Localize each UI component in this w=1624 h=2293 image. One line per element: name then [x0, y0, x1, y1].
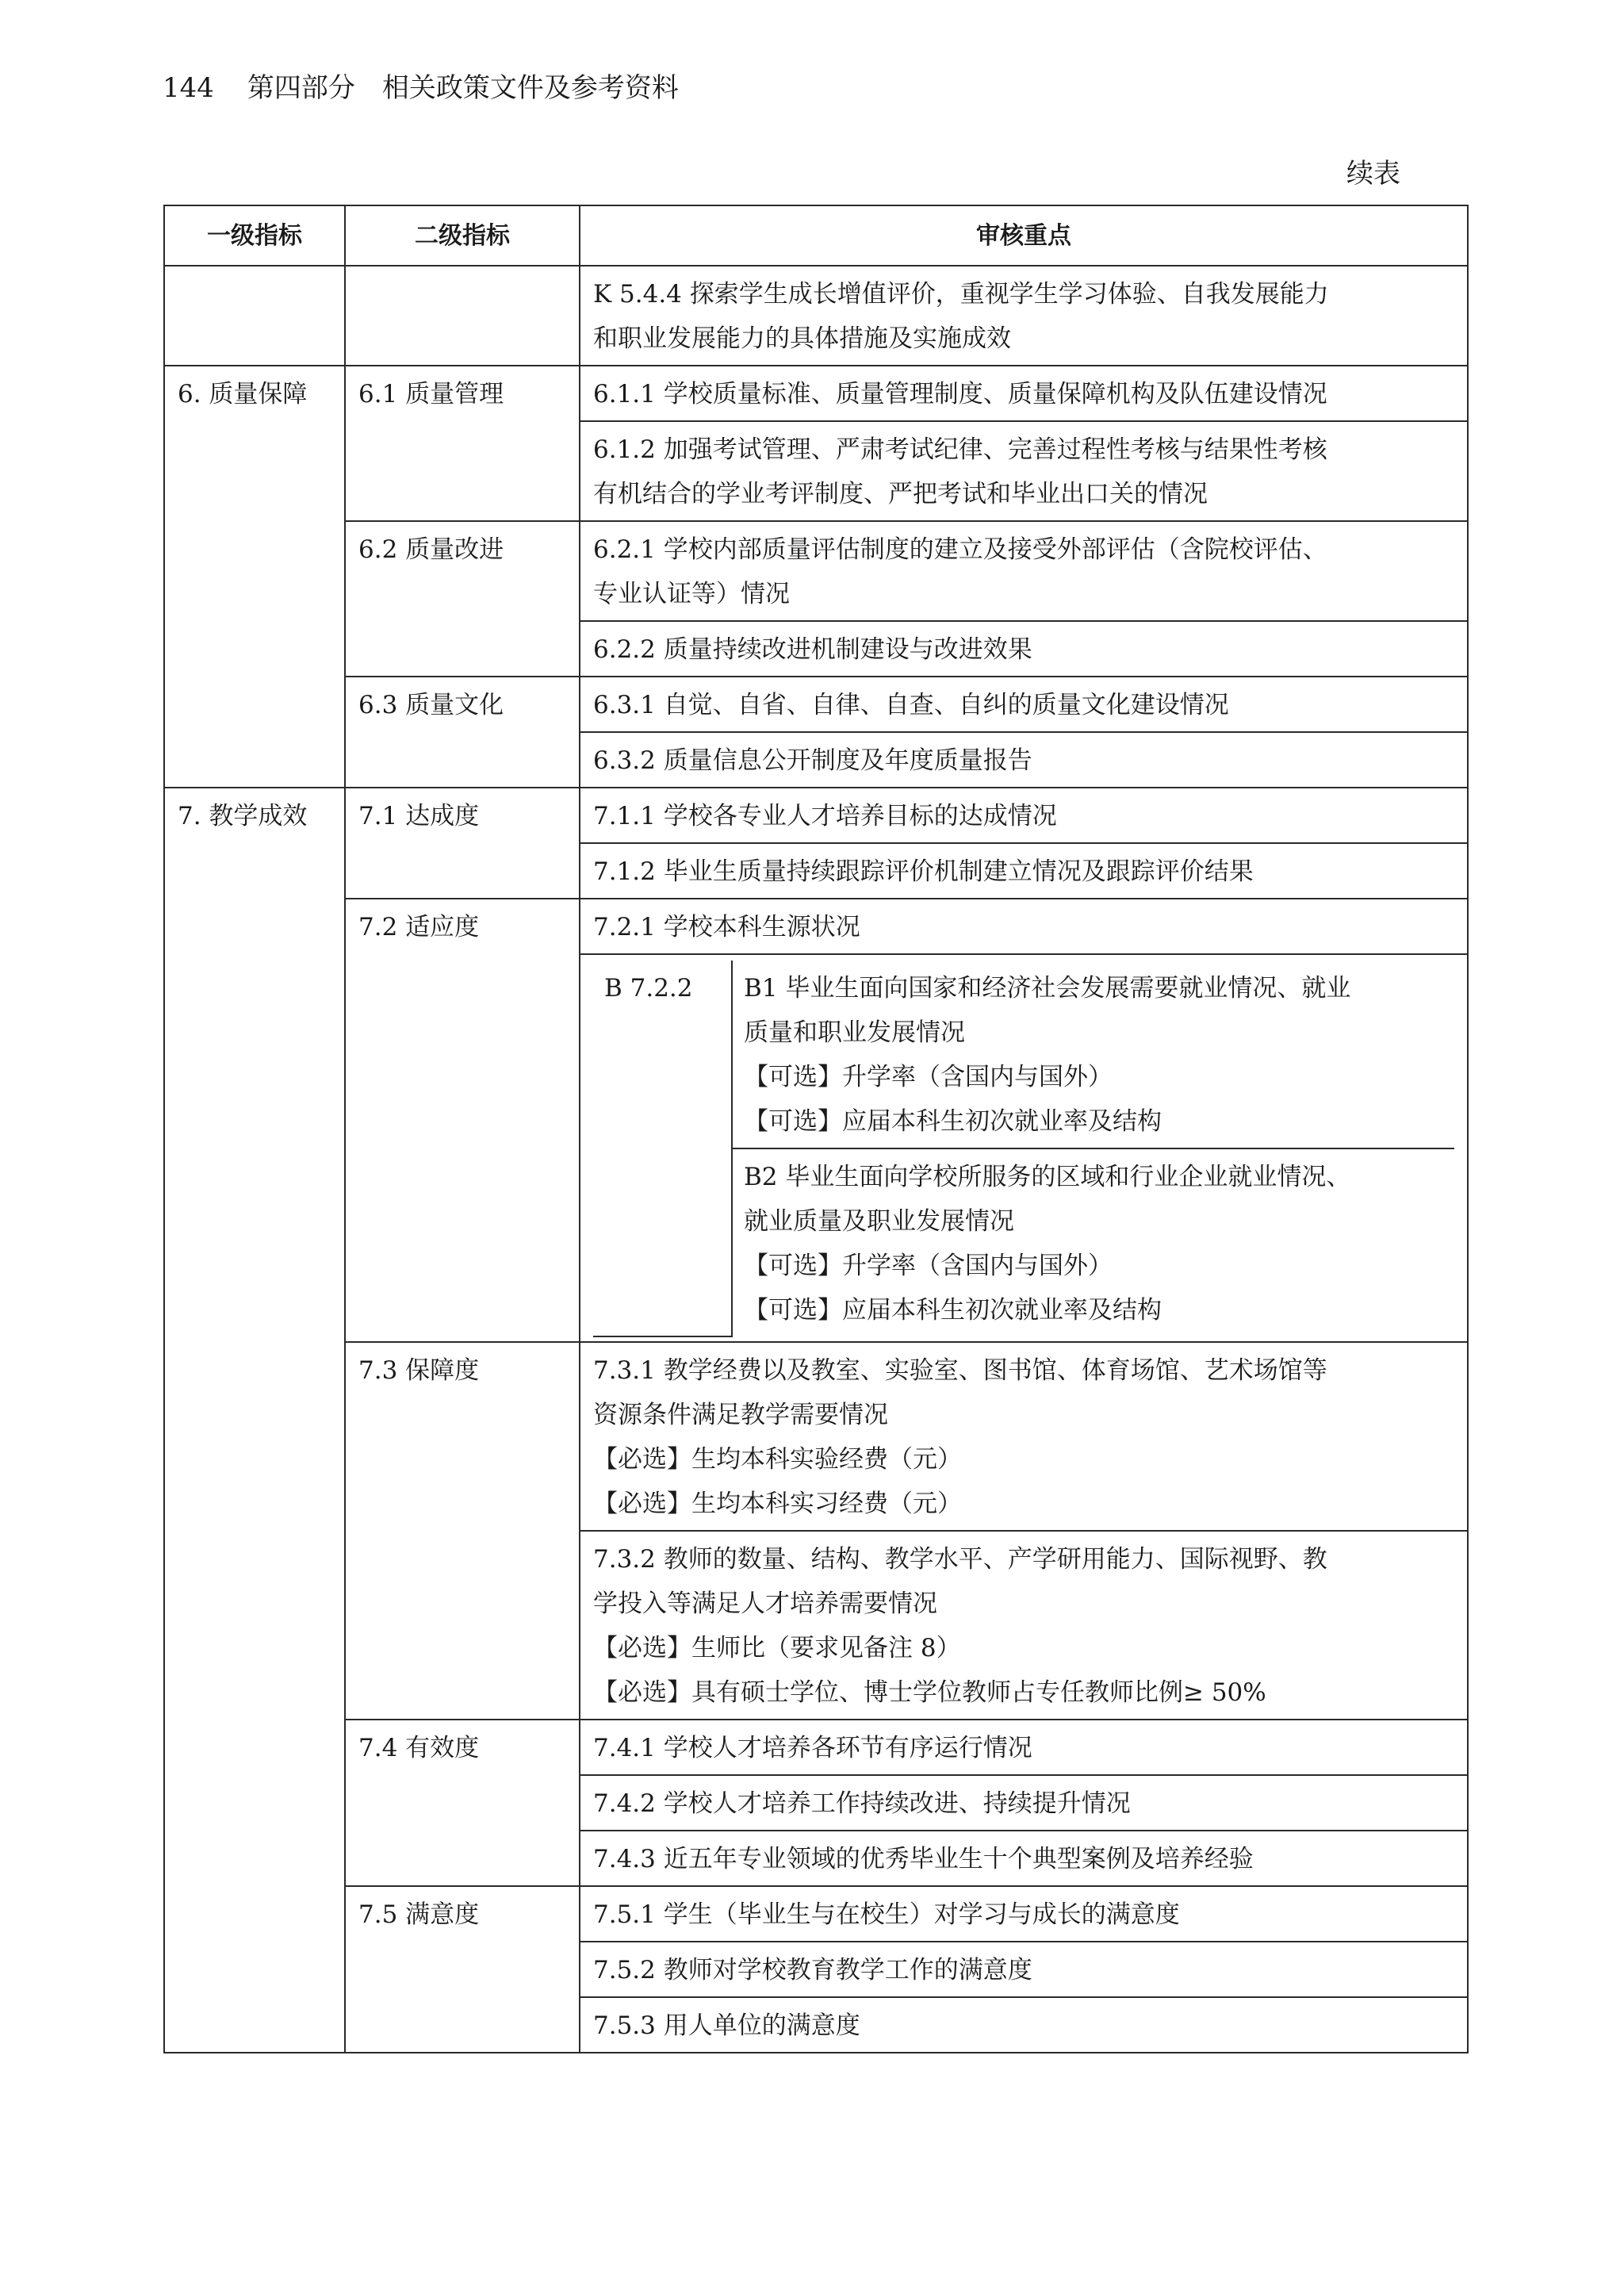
indicator-table	[163, 205, 1469, 2053]
level2-quality-culture: 6.3 质量文化	[345, 677, 580, 788]
b722-label: B 7.2.2	[593, 961, 732, 1336]
table-row	[164, 1342, 1468, 1531]
b722-option-b1: B1 毕业生面向国家和经济社会发展需要就业情况、就业 质量和职业发展情况 【可选】升学率（含国内与国外） 【可选】应届本科生初次就业率及结构	[732, 961, 1454, 1148]
table-row	[164, 788, 1468, 843]
review-item-7-2-1: 7.2.1 学校本科生源状况	[580, 899, 1468, 954]
table-row	[164, 266, 1468, 366]
review-item-6-3-1: 6.3.1 自觉、自省、自律、自查、自纠的质量文化建设情况	[580, 677, 1468, 732]
review-item-7-5-1: 7.5.1 学生（毕业生与在校生）对学习与成长的满意度	[580, 1886, 1468, 1942]
empty-cell	[345, 266, 580, 366]
table-row	[164, 899, 1468, 954]
review-item-k544: K 5.4.4 探索学生成长增值评价，重视学生学习体验、自我发展能力 和职业发展能力的具体措施及实施成效	[580, 266, 1468, 366]
level1-quality-assurance: 6. 质量保障	[164, 366, 345, 788]
level2-guarantee: 7.3 保障度	[345, 1342, 580, 1720]
review-item-7-1-1: 7.1.1 学校各专业人才培养目标的达成情况	[580, 788, 1468, 843]
b722-subtable	[593, 961, 1454, 1337]
review-item-6-2-1: 6.2.1 学校内部质量评估制度的建立及接受外部评估（含院校评估、 专业认证等）情况	[580, 521, 1468, 621]
review-item-7-1-2: 7.1.2 毕业生质量持续跟踪评价机制建立情况及跟踪评价结果	[580, 843, 1468, 899]
continued-label: 续表	[1346, 158, 1400, 190]
level2-quality-improvement: 6.2 质量改进	[345, 521, 580, 677]
page-number: 144	[163, 72, 214, 104]
review-item-7-4-3: 7.4.3 近五年专业领域的优秀毕业生十个典型案例及培养经验	[580, 1831, 1468, 1886]
review-item-6-2-2: 6.2.2 质量持续改进机制建设与改进效果	[580, 621, 1468, 677]
empty-cell	[164, 266, 345, 366]
review-item-7-5-3: 7.5.3 用人单位的满意度	[580, 1997, 1468, 2053]
level2-quality-management: 6.1 质量管理	[345, 366, 580, 521]
review-item-7-4-2: 7.4.2 学校人才培养工作持续改进、持续提升情况	[580, 1775, 1468, 1831]
level2-satisfaction: 7.5 满意度	[345, 1886, 580, 2053]
review-item-6-1-1: 6.1.1 学校质量标准、质量管理制度、质量保障机构及队伍建设情况	[580, 366, 1468, 421]
table-row	[164, 1886, 1468, 1942]
col-header-level2: 二级指标	[345, 205, 580, 266]
review-item-7-2-2	[580, 954, 1468, 1342]
level2-effectiveness: 7.4 有效度	[345, 1720, 580, 1886]
section-title: 第四部分 相关政策文件及参考资料	[247, 72, 679, 104]
table-row	[164, 1720, 1468, 1775]
table-row	[164, 366, 1468, 421]
table-row	[593, 961, 1454, 1148]
review-item-7-5-2: 7.5.2 教师对学校教育教学工作的满意度	[580, 1942, 1468, 1997]
col-header-review-focus: 审核重点	[580, 205, 1468, 266]
review-item-7-4-1: 7.4.1 学校人才培养各环节有序运行情况	[580, 1720, 1468, 1775]
table-row	[164, 677, 1468, 732]
review-item-7-3-2: 7.3.2 教师的数量、结构、教学水平、产学研用能力、国际视野、教 学投入等满足人才培养需要情况 【必选】生师比（要求见备注 8） 【必选】具有硕士学位、博士学位教师占专任教师比例≥ 50%	[580, 1531, 1468, 1720]
review-item-7-3-1: 7.3.1 教学经费以及教室、实验室、图书馆、体育场馆、艺术场馆等 资源条件满足教学需要情况 【必选】生均本科实验经费（元） 【必选】生均本科实习经费（元）	[580, 1342, 1468, 1531]
col-header-level1: 一级指标	[164, 205, 345, 266]
review-item-6-3-2: 6.3.2 质量信息公开制度及年度质量报告	[580, 732, 1468, 788]
page-header	[163, 68, 679, 108]
review-item-6-1-2: 6.1.2 加强考试管理、严肃考试纪律、完善过程性考核与结果性考核 有机结合的学业考评制度、严把考试和毕业出口关的情况	[580, 421, 1468, 521]
table-header-row	[164, 205, 1468, 266]
b722-option-b2: B2 毕业生面向学校所服务的区域和行业企业就业情况、 就业质量及职业发展情况 【可选】升学率（含国内与国外） 【可选】应届本科生初次就业率及结构	[732, 1148, 1454, 1336]
level2-adaptability: 7.2 适应度	[345, 899, 580, 1342]
table-row	[164, 521, 1468, 621]
level2-achievement: 7.1 达成度	[345, 788, 580, 899]
level1-teaching-outcomes: 7. 教学成效	[164, 788, 345, 2053]
